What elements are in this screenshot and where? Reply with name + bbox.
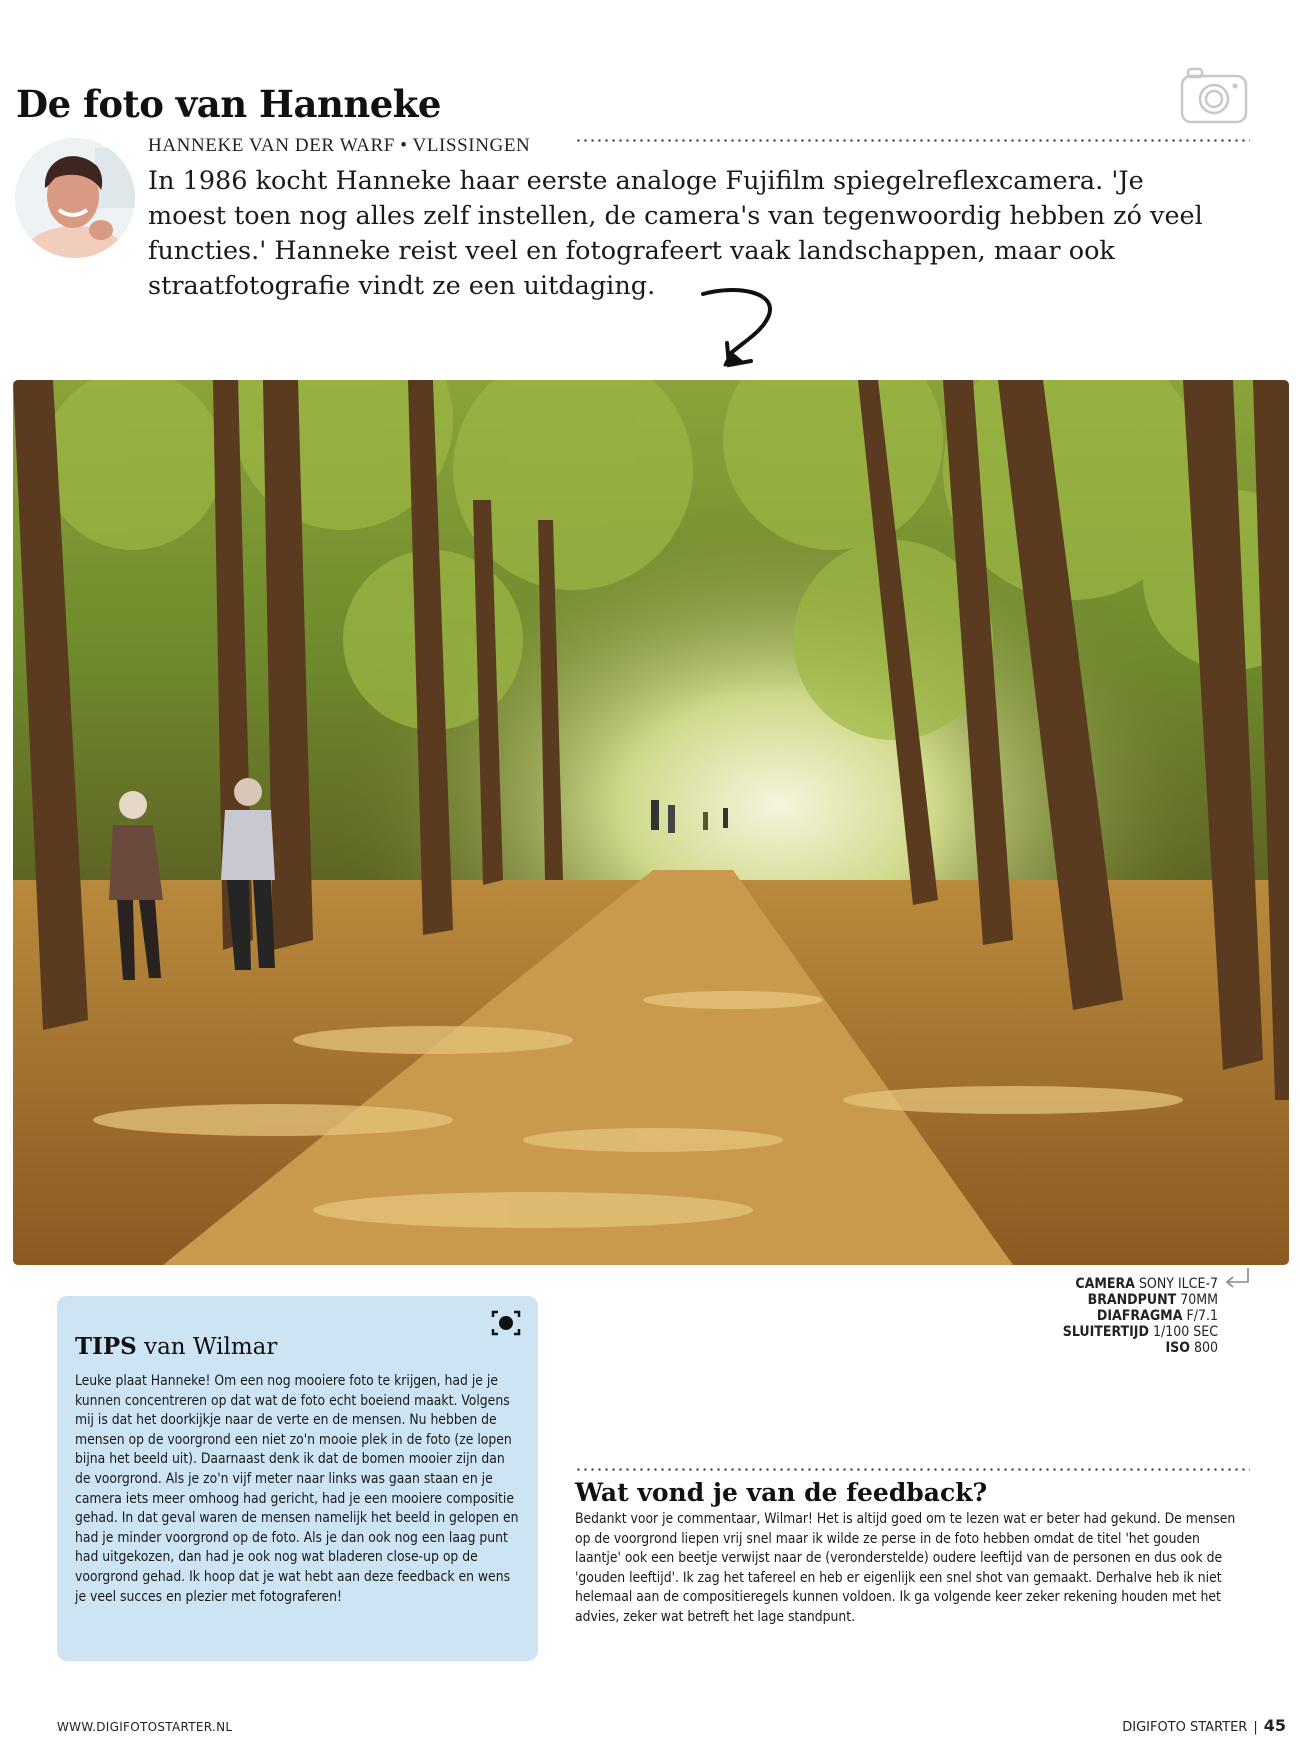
exif-iso: ISO 800 (1165, 1340, 1218, 1356)
exif-camera: CAMERA SONY ILCE-7 (1075, 1276, 1218, 1292)
page-number: 45 (1263, 1716, 1286, 1735)
tips-text: Leuke plaat Hanneke! Om een nog mooiere foto te krijgen, had je je kunnen concentreren op dat wat de foto echt boeiend maakt. Volgens mij is dat het doorkijkje naar de verte en de mensen. Nu hebben de mensen op de voorgrond een niet zo'n mooie plek in de foto (ze lopen bijna het beeld uit). Daarnaast denk ik dat de bomen mooier zijn dan de voorgrond. Als je zo'n vijf meter naar links was gaan staan en je camera iets meer omhoog had gericht, had je een mooiere compositie gehad. In dat geval waren de mensen namelijk het beeld in gelopen en had je minder voorgrond op de foto. Als je dan ook nog een laag punt had uitgekozen, dan had je ook nog wat bladeren close-up op de voorgrond gehad. Ik hoop dat je wat hebt aan deze feedback en wens je veel succes en plezier met fotograferen! (75, 1373, 519, 1605)
page-title: De foto van Hanneke (16, 82, 441, 126)
feedback-title: Wat vond je van de feedback? (575, 1478, 988, 1507)
exif-aperture: DIAFRAGMA F/7.1 (1096, 1308, 1218, 1324)
hand-drawn-arrow-icon (695, 285, 785, 370)
intro-text: In 1986 kocht Hanneke haar eerste analoge Fujifilm spiegelreflexcamera. 'Je moest toen nog alles zelf instellen, de camera's van tegenwoordig hebben zó veel functies.' Hanneke reist veel en fotografeert vaak landschappen, maar ook straatfotografie vindt ze een uitdaging. (148, 166, 1203, 301)
feedback-text: Bedankt voor je commentaar, Wilmar! Het is altijd goed om te lezen wat er beter had gekund. De mensen op de voorgrond liepen vrij snel maar ik wilde ze perse in de foto hebben omdat de titel 'het gouden laantje' ook een beetje verwijst naar de (veronderstelde) oudere leeftijd van de personen en dus ook de 'gouden leeftijd'. Ik zag het tafereel en heb er eigenlijk een snel shot van gemaakt. Derhalve heb ik niet helemaal aan de compositieregels kunnen voldoen. Ik ga volgende keer zeker rekening houden met het advies, zeker wat betreft het lage standpunt. (575, 1511, 1236, 1625)
exif-info (1063, 1276, 1218, 1356)
author-byline: HANNEKE VAN DER WARF • VLISSINGEN (148, 135, 531, 156)
exif-shutter: SLUITERTIJD 1/100 SEC (1062, 1324, 1218, 1340)
footer-website: WWW.DIGIFOTOSTARTER.NL (57, 1720, 233, 1734)
footer-magazine: DIGIFOTO STARTER (1122, 1720, 1248, 1735)
tips-title: TIPS van Wilmar (75, 1333, 278, 1360)
dotted-divider (575, 139, 1250, 142)
focus-icon (490, 1309, 522, 1337)
camera-icon (1180, 66, 1248, 126)
avatar (15, 138, 135, 258)
dotted-divider (575, 1468, 1250, 1471)
return-arrow-icon (1222, 1266, 1252, 1292)
exif-focal: BRANDPUNT 70MM (1087, 1292, 1218, 1308)
footer-page-info (1122, 1716, 1286, 1735)
main-photo (13, 380, 1289, 1265)
footer-separator: | (1253, 1720, 1258, 1735)
